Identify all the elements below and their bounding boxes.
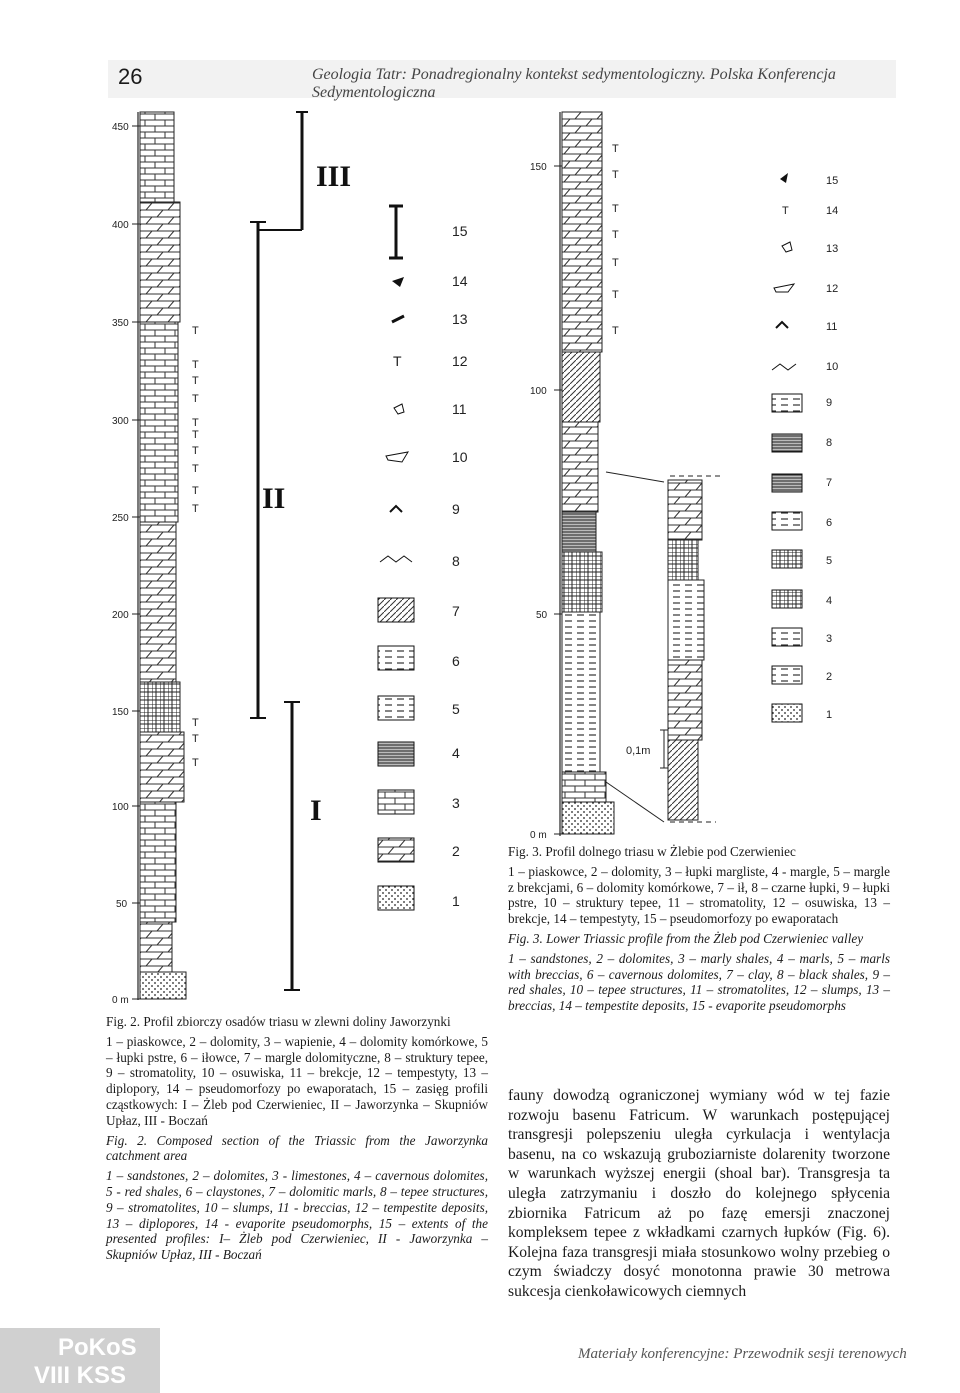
fig2-tick-150: 150	[112, 707, 129, 718]
svg-text:50: 50	[536, 610, 548, 621]
svg-text:5: 5	[452, 701, 460, 717]
svg-text:8: 8	[826, 437, 833, 449]
fig3-legend-stromatolite-icon	[776, 322, 788, 328]
fig3-legend-clay-swatch	[772, 474, 802, 492]
fig2-tepee-markers	[192, 325, 199, 769]
fig3-legend-breccia-icon	[782, 242, 792, 252]
legend-dolomite-swatch	[378, 838, 414, 862]
fig3-legend-cavernous-dolomite-swatch	[772, 512, 802, 530]
fig2-profile-extents	[250, 112, 351, 990]
svg-text:T: T	[612, 169, 619, 181]
fig3-legend-en: 1 – sandstones, 2 – dolomites, 3 – marly shales, 4 – marls, 5 – marls with breccias, 6 – cavernous dolomites, 7 – clay, 8 – black shales, 9 – red shales, 10 – tepee structures, 11 – stromatolites, 12 – slumps, 13 – breccias, 14 – tempestite deposits, 15 - evaporite pseudomorphs	[508, 950, 890, 1014]
svg-text:6: 6	[826, 517, 833, 529]
svg-text:T: T	[192, 757, 199, 769]
svg-text:T: T	[612, 229, 619, 241]
legend-dolomitic-marl-swatch	[378, 598, 414, 622]
svg-text:13: 13	[452, 311, 468, 327]
svg-text:1: 1	[452, 893, 460, 909]
svg-text:10: 10	[826, 361, 839, 373]
svg-text:9: 9	[826, 397, 833, 409]
fig3-section	[530, 112, 838, 841]
svg-text:10: 10	[452, 449, 468, 465]
svg-text:9: 9	[452, 501, 460, 517]
legend-limestone-swatch	[378, 790, 414, 814]
fig3-detail-column	[606, 472, 722, 822]
fig2-tick-50: 50	[116, 899, 128, 910]
legend-diplopore-icon	[392, 316, 404, 322]
svg-text:8: 8	[452, 553, 460, 569]
fig2-tick-450: 450	[112, 122, 129, 133]
svg-text:7: 7	[452, 603, 460, 619]
profile-label-II: II	[262, 482, 286, 515]
svg-text:T: T	[612, 143, 619, 155]
svg-text:T: T	[192, 375, 199, 387]
svg-text:T: T	[192, 393, 199, 405]
legend-sandstone-swatch	[378, 886, 414, 910]
fig2-lithology-column	[140, 112, 186, 999]
fig2-axis-ticks	[112, 122, 140, 1006]
legend-claystone-swatch	[378, 646, 414, 670]
fig3-legend-sandstone-swatch	[772, 704, 802, 722]
svg-text:4: 4	[452, 745, 460, 761]
footer-text: Materiały konferencyjne: Przewodnik sesji terenowych	[578, 1346, 907, 1362]
svg-text:T: T	[192, 445, 199, 457]
svg-text:T: T	[192, 429, 199, 441]
svg-text:T: T	[192, 717, 199, 729]
svg-text:T: T	[192, 417, 199, 429]
legend-cavernous-dolomite-swatch	[378, 742, 414, 766]
svg-text:14: 14	[826, 205, 839, 217]
svg-text:100: 100	[530, 386, 547, 397]
fig3-legend-dolomite-swatch	[772, 666, 802, 684]
profile-label-I: I	[310, 794, 322, 827]
fig3-legend-black-shale-swatch	[772, 434, 802, 452]
fig3-legend-marl-breccia-swatch	[772, 550, 802, 568]
legend-breccia-icon	[394, 404, 404, 414]
svg-text:T: T	[192, 503, 199, 515]
fig2-caption	[106, 1014, 488, 1267]
svg-text:T: T	[192, 463, 199, 475]
fig3-legend-slump-icon	[774, 284, 794, 292]
svg-text:T: T	[192, 485, 199, 497]
fig3-caption-pl: Fig. 3. Profil dolnego triasu w Żlebie pod Czerwieniec	[508, 844, 796, 859]
svg-text:15: 15	[452, 223, 468, 239]
fig2-legend-pl: 1 – piaskowce, 2 – dolomity, 3 – wapienie, 4 – dolomity komórkowe, 5 – łupki pstre, 6 – iłowce, 7 – margle dolomityczne, 8 – struktury tepee, 9 – stromatolity, 10 – osuwiska, 11 – brekcje, 12 – tempestyty, 13 – diplopory, 14 – pseudomorfozy po ewaporatach, 15 – zasięg profili cząstkowych: I – Żleb pod Czerwieniec, II – Jaworzynka – Skupniów Upłaz, III - Boczań	[106, 1033, 488, 1128]
svg-text:12: 12	[826, 283, 839, 295]
fig3-legend-tempestite-icon: T	[782, 205, 789, 217]
fig2-legend-en: 1 – sandstones, 2 – dolomites, 3 - limestones, 4 – cavernous dolomites, 5 - red shales, 6 – claystones, 7 – dolomitic marls, 8 – tepee structures, 9 – stromatolites, 10 – slumps, 11 - breccias, 12 – tempestite deposits, 13 – diplopores, 14 - evaporite pseudomorphs, 15 – extents of the presented profiles: I– Żleb pod Czerwieniec, II - Jaworzynka – Skupniów Upłaz, III - Boczań	[106, 1168, 488, 1263]
svg-text:150: 150	[530, 162, 547, 173]
fig3-legend	[772, 173, 838, 722]
svg-text:0 m: 0 m	[530, 830, 547, 841]
svg-text:2: 2	[452, 843, 460, 859]
legend-red-shale-swatch	[378, 696, 414, 720]
svg-text:T: T	[192, 359, 199, 371]
fig3-caption	[508, 844, 890, 1018]
fig3-legend-pl: 1 – piaskowce, 2 – dolomity, 3 – łupki margliste, 4 - margle, 5 – margle z brekcjami, 6 – dolomity komórkowe, 7 – ił, 8 – czarne łupki, 9 – łupki pstre, 10 – struktury tepee, 11 – stromatolity, 12 – osuwiska, 13 – brekcje, 14 – tempestyty, 15 – pseudomorfozy po ewaporatach	[508, 863, 890, 927]
legend-tempestite-icon: T	[393, 353, 402, 369]
fig3-legend-red-shale-swatch	[772, 394, 802, 412]
fig3-lithology-column	[562, 112, 614, 834]
fig3-legend-marly-shale-swatch	[772, 628, 802, 646]
svg-text:11: 11	[452, 401, 467, 417]
fig3-caption-en: Fig. 3. Lower Triassic profile from the Żleb pod Czerwieniec valley	[508, 930, 864, 946]
svg-text:3: 3	[826, 633, 833, 645]
svg-text:T: T	[612, 257, 619, 269]
profile-label-III: III	[316, 160, 352, 193]
svg-text:6: 6	[452, 653, 460, 669]
fig3-tepee-markers	[612, 143, 619, 337]
page-number: 26	[118, 64, 143, 89]
fig3-legend-evaporite-icon	[780, 173, 788, 183]
svg-text:12: 12	[452, 353, 468, 369]
fig2-caption-en: Fig. 2. Composed section of the Triassic from the Jaworzynka catchment area	[106, 1132, 488, 1164]
svg-text:5: 5	[826, 555, 833, 567]
fig2-tick-300: 300	[112, 416, 129, 427]
legend-tepee-icon	[380, 556, 412, 562]
fig2-tick-200: 200	[112, 610, 129, 621]
fig3-legend-tepee-icon	[772, 364, 796, 370]
conference-logo: PoKoS VIII KSS	[0, 1328, 160, 1393]
fig2-tick-400: 400	[112, 220, 129, 231]
legend-extent-icon	[389, 206, 403, 258]
svg-text:7: 7	[826, 477, 833, 489]
fig2-tick-0: 0 m	[112, 995, 129, 1006]
svg-text:11: 11	[826, 321, 838, 333]
svg-text:T: T	[612, 203, 619, 215]
svg-text:15: 15	[826, 175, 839, 187]
fig2-tick-250: 250	[112, 513, 129, 524]
fig3-axis-ticks	[530, 162, 562, 841]
legend-stromatolite-icon	[390, 506, 402, 512]
svg-text:T: T	[612, 325, 619, 337]
svg-text:T: T	[192, 733, 199, 745]
fig2-legend	[378, 206, 468, 910]
svg-text:T: T	[612, 289, 619, 301]
fig2-caption-pl: Fig. 2. Profil zbiorczy osadów triasu w zlewni doliny Jaworzynki	[106, 1014, 451, 1029]
body-paragraph: fauny dowodzą ograniczonej wymiany wód w tej fazie rozwoju basenu Fatricum. W warunkach postępującej transgresji polepszeniu uległa cyrkulacja i wentylacja basenu, na co wskazują gruboziarniste dolarenity tworzone w warunkach wyższej energii (shoal bar). Transgresja ta uległa zatrzymaniu i doszło do kolejnego spłycenia zbiornika Fatricum aż po fazę emersji znaczonej kompleksem tepee z wkładkami czarnych łupków (Fig. 6). Kolejna faza transgresji miała stosunkowo wolny przebieg o czym świadczy dosyć monotonna prawie 30 metrowa sukcesja cienkoławicowych ciemnych	[508, 1087, 890, 1300]
svg-text:3: 3	[452, 795, 460, 811]
scale-bar-label: 0,1m	[626, 745, 651, 757]
fig2-tick-350: 350	[112, 318, 129, 329]
svg-text:2: 2	[826, 671, 833, 683]
fig2-section	[112, 112, 468, 1006]
svg-text:1: 1	[826, 709, 833, 721]
svg-text:14: 14	[452, 273, 468, 289]
svg-text:4: 4	[826, 595, 833, 607]
fig3-legend-marl-swatch	[772, 590, 802, 608]
legend-slump-icon	[386, 452, 408, 462]
fig2-tick-100: 100	[112, 802, 129, 813]
svg-text:13: 13	[826, 243, 839, 255]
running-title: Geologia Tatr: Ponadregionalny kontekst sedymentologiczny. Polska Konferencja Sedymentologiczna	[312, 66, 836, 101]
legend-evaporite-icon	[392, 277, 404, 287]
fig2-T: T	[192, 325, 199, 337]
